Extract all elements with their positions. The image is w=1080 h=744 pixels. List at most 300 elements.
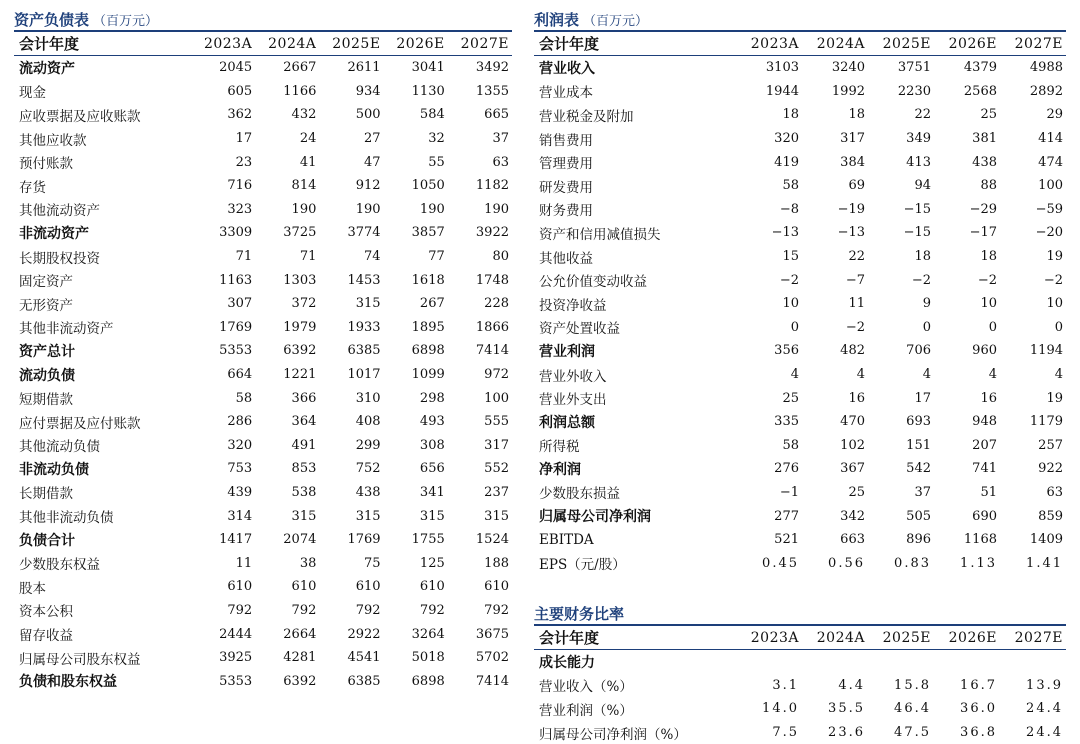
table-row [14, 599, 512, 623]
row-value: 792 [419, 602, 445, 618]
row-value: −13 [771, 225, 799, 241]
table-row [14, 504, 512, 528]
table-row [534, 80, 1066, 104]
table-row [14, 457, 512, 481]
balance-sheet-title: 资产负债表 （百万元） [14, 8, 512, 32]
row-value: 3.1 [772, 677, 799, 693]
row-value: 1453 [347, 272, 381, 288]
row-value: 9 [922, 296, 931, 312]
row-value: 1221 [283, 367, 317, 383]
row-value: −13 [837, 225, 865, 241]
row-value: 315 [484, 508, 509, 524]
row-value: 3922 [475, 225, 509, 241]
row-value: 1933 [347, 319, 381, 335]
header-year: 2025E [319, 32, 383, 56]
header-year: 2027E [1000, 32, 1066, 56]
row-value: 7.5 [772, 725, 799, 741]
row-value: 349 [906, 131, 931, 147]
row-value: 24.4 [1026, 725, 1063, 741]
row-value: 922 [1038, 461, 1063, 477]
row-value: 439 [227, 484, 253, 500]
row-label: 资产和信用减值损失 [539, 226, 661, 243]
row-value: 408 [355, 414, 381, 430]
row-value: 741 [972, 461, 997, 477]
row-value: 1179 [1029, 414, 1063, 430]
row-value: 6898 [411, 673, 445, 689]
row-label: 营业收入 [539, 60, 595, 77]
table-row [14, 339, 512, 363]
row-value: 753 [227, 461, 253, 477]
row-value: 0 [790, 319, 799, 335]
balance-sheet-table [14, 32, 512, 693]
row-value: −17 [969, 225, 997, 241]
row-value: 1992 [831, 83, 865, 99]
table-row [534, 551, 1066, 575]
row-value: 298 [419, 390, 445, 406]
row-value: 4281 [283, 650, 317, 666]
row-value: 814 [291, 178, 317, 194]
row-value: 151 [906, 437, 931, 453]
table-row [534, 245, 1066, 269]
table-row [534, 316, 1066, 340]
row-label: 其他应收款 [19, 132, 87, 149]
table-row [14, 127, 512, 151]
row-value: 438 [355, 484, 381, 500]
row-value: 19 [1046, 249, 1063, 265]
row-label: 其他流动资产 [19, 203, 100, 220]
row-label: EBITDA [539, 531, 594, 548]
row-value: 0 [922, 319, 931, 335]
table-row [14, 245, 512, 269]
row-value: 228 [484, 296, 509, 312]
row-value: 413 [906, 154, 931, 170]
row-value: 1409 [1029, 532, 1063, 548]
row-label: 财务费用 [539, 203, 593, 220]
row-value: 3725 [283, 225, 317, 241]
row-value: 1166 [283, 83, 317, 99]
table-row [14, 174, 512, 198]
row-value: 1194 [1029, 343, 1063, 359]
row-value: 605 [227, 83, 253, 99]
row-value: 315 [291, 508, 317, 524]
row-value: 51 [980, 484, 997, 500]
row-label: 流动资产 [19, 60, 75, 77]
row-label: 所得税 [539, 439, 580, 456]
row-label: 短期借款 [19, 392, 73, 409]
row-value: 7414 [475, 673, 509, 689]
row-value: 1.41 [1026, 555, 1063, 571]
row-value: 317 [484, 437, 509, 453]
header-year: 2023A [736, 626, 802, 650]
row-label: 股本 [19, 580, 46, 597]
row-value: 77 [428, 249, 445, 265]
row-label: 归属母公司净利润 [539, 509, 651, 526]
row-value: 2074 [283, 532, 317, 548]
table-row [534, 434, 1066, 458]
table-row [14, 56, 512, 80]
row-value [868, 650, 934, 674]
row-value: 610 [484, 579, 509, 595]
header-year: 2026E [384, 32, 448, 56]
table-row [534, 221, 1066, 245]
row-value: 1769 [347, 532, 381, 548]
row-value: 32 [428, 131, 445, 147]
row-value: 74 [364, 249, 381, 265]
row-label: 其他非流动资产 [19, 321, 114, 338]
table-row [534, 721, 1066, 744]
row-value: 335 [774, 414, 799, 430]
row-value: 276 [774, 461, 799, 477]
row-value: 25 [980, 107, 997, 123]
row-value: 58 [235, 390, 253, 406]
table-row [534, 504, 1066, 528]
row-value: 23 [235, 154, 253, 170]
row-value: 1618 [411, 272, 445, 288]
balance-sheet-panel [14, 8, 512, 693]
row-value: 366 [291, 390, 317, 406]
row-value: 912 [355, 178, 381, 194]
row-value: 384 [840, 154, 865, 170]
table-row [534, 697, 1066, 721]
table-row [534, 386, 1066, 410]
row-label: 存货 [19, 179, 46, 196]
row-value: −8 [779, 201, 799, 217]
row-value: 665 [484, 107, 509, 123]
row-value: 29 [1046, 107, 1063, 123]
table-row [14, 316, 512, 340]
table-row [14, 575, 512, 599]
row-value: 610 [355, 579, 381, 595]
row-value: 35.5 [828, 701, 865, 717]
row-value: 10 [980, 296, 997, 312]
row-value: 94 [914, 178, 931, 194]
row-label: 销售费用 [539, 132, 593, 149]
row-label: 营业外支出 [539, 392, 607, 409]
row-value: 320 [227, 437, 253, 453]
income-statement-table [534, 32, 1066, 575]
row-value: 3857 [411, 225, 445, 241]
row-value: 2922 [347, 626, 381, 642]
row-value: −19 [837, 201, 865, 217]
row-value: 17 [235, 131, 253, 147]
row-value: 432 [291, 107, 317, 123]
row-value: 0.45 [762, 555, 799, 571]
row-value: 419 [774, 154, 799, 170]
row-value: 896 [906, 532, 931, 548]
row-value: 47 [364, 154, 381, 170]
row-value: 5353 [219, 673, 253, 689]
row-value: 1130 [411, 83, 445, 99]
row-value: 41 [299, 154, 317, 170]
row-value: 18 [782, 107, 799, 123]
row-value: 0 [988, 319, 997, 335]
row-value: 190 [291, 201, 317, 217]
row-label: 归属母公司净利润（%） [539, 726, 687, 743]
row-label: 现金 [19, 85, 46, 102]
row-value: 934 [355, 83, 381, 99]
header-year: 2027E [1000, 626, 1066, 650]
row-value: 610 [227, 579, 253, 595]
table-row [14, 646, 512, 670]
header-year: 2024A [802, 32, 868, 56]
row-value: 3675 [475, 626, 509, 642]
row-value: 11 [235, 555, 253, 571]
row-value: 792 [227, 602, 253, 618]
header-year: 2027E [448, 32, 512, 56]
table-row [14, 410, 512, 434]
row-value: 6392 [283, 343, 317, 359]
row-value: 36.8 [960, 725, 997, 741]
table-row [14, 221, 512, 245]
row-value: 1417 [219, 532, 253, 548]
row-value: 24.4 [1026, 701, 1063, 717]
row-value: 13.9 [1026, 677, 1063, 693]
row-value: 310 [355, 390, 381, 406]
row-label: 长期借款 [19, 486, 73, 503]
row-value: 5353 [219, 343, 253, 359]
row-value: 27 [364, 131, 381, 147]
row-value: 2611 [347, 60, 381, 76]
row-label: 预付账款 [19, 156, 73, 173]
row-value: 792 [291, 602, 317, 618]
row-value: 362 [227, 107, 253, 123]
row-value: −1 [779, 484, 799, 500]
row-value: 3774 [347, 225, 381, 241]
header-year: 2025E [868, 626, 934, 650]
row-value: 55 [428, 154, 445, 170]
table-row [534, 292, 1066, 316]
table-row [534, 410, 1066, 434]
row-value: 521 [774, 532, 799, 548]
row-value: 18 [848, 107, 865, 123]
row-label: 应付票据及应付账款 [19, 415, 141, 432]
row-value: 3751 [897, 60, 931, 76]
row-value: 190 [484, 201, 509, 217]
row-label: 资产处置收益 [539, 321, 620, 338]
row-label: 非流动资产 [19, 225, 89, 242]
row-value: 542 [906, 461, 931, 477]
table-row [14, 551, 512, 575]
row-value: 58 [782, 437, 799, 453]
row-value: 0 [1054, 319, 1063, 335]
row-value: 552 [484, 461, 509, 477]
row-value: 16 [980, 390, 997, 406]
row-value: −2 [911, 272, 931, 288]
row-value: 323 [227, 201, 253, 217]
row-value: 3240 [831, 60, 865, 76]
table-header-row [14, 32, 512, 56]
row-value: 6385 [347, 343, 381, 359]
row-value: 22 [914, 107, 931, 123]
row-value: 2667 [283, 60, 317, 76]
row-value: −2 [1043, 272, 1063, 288]
header-label: 会计年度 [534, 32, 736, 56]
row-value: −15 [903, 225, 931, 241]
row-label: 公允价值变动收益 [539, 274, 647, 291]
row-value: 4.4 [838, 677, 865, 693]
row-value: 5702 [475, 650, 509, 666]
row-value: 23.6 [828, 725, 865, 741]
row-label: 营业税金及附加 [539, 108, 634, 125]
table-row [534, 528, 1066, 552]
row-value: 320 [774, 131, 799, 147]
row-value: −15 [903, 201, 931, 217]
row-value: −2 [977, 272, 997, 288]
row-value: 2444 [219, 626, 253, 642]
row-label: 资本公积 [19, 604, 73, 621]
row-label: 归属母公司股东权益 [19, 651, 141, 668]
row-value: 493 [419, 414, 445, 430]
row-value: 853 [291, 461, 317, 477]
row-label: 应收票据及应收账款 [19, 108, 141, 125]
row-value: 88 [980, 178, 997, 194]
row-value: 1944 [765, 83, 799, 99]
row-value: 1979 [283, 319, 317, 335]
table-row [14, 80, 512, 104]
table-row [534, 457, 1066, 481]
row-value: −2 [779, 272, 799, 288]
table-header-row [534, 626, 1066, 650]
row-value: 71 [299, 249, 317, 265]
row-value: 315 [355, 508, 381, 524]
row-value: 1769 [219, 319, 253, 335]
row-value: 69 [848, 178, 865, 194]
header-year: 2023A [191, 32, 255, 56]
row-value: −20 [1035, 225, 1063, 241]
row-label: 管理费用 [539, 156, 593, 173]
row-value: 10 [1046, 296, 1063, 312]
row-value: 1050 [411, 178, 445, 194]
row-value: 1895 [411, 319, 445, 335]
row-value [736, 650, 802, 674]
row-value: 71 [235, 249, 253, 265]
row-value: 693 [906, 414, 931, 430]
table-row [14, 622, 512, 646]
row-value: 341 [419, 484, 445, 500]
row-value: 2568 [963, 83, 997, 99]
row-value: 25 [782, 390, 799, 406]
table-row [14, 292, 512, 316]
row-value: 538 [291, 484, 317, 500]
row-value: 299 [355, 437, 381, 453]
row-value: 6385 [347, 673, 381, 689]
row-label: 净利润 [539, 461, 581, 478]
row-value: 381 [972, 131, 997, 147]
table-row [14, 434, 512, 458]
row-value: 4 [1054, 367, 1063, 383]
row-value: 1524 [475, 532, 509, 548]
row-value: 474 [1038, 154, 1063, 170]
row-value: 2230 [897, 83, 931, 99]
row-value: 505 [906, 508, 931, 524]
row-label: 无形资产 [19, 297, 73, 314]
row-value: 58 [782, 178, 799, 194]
row-value: 46.4 [894, 701, 931, 717]
row-value: 24 [299, 131, 317, 147]
row-value: 15.8 [894, 677, 931, 693]
row-value: 102 [840, 437, 865, 453]
row-value: 4541 [347, 650, 381, 666]
row-value: 190 [419, 201, 445, 217]
table-header-row [534, 32, 1066, 56]
table-row [534, 127, 1066, 151]
row-value: −7 [845, 272, 865, 288]
row-label: 流动负债 [19, 367, 75, 384]
row-label: 营业利润（%） [539, 702, 633, 719]
row-label: 营业外收入 [539, 368, 607, 385]
row-value: 1168 [963, 532, 997, 548]
row-value: 18 [914, 249, 931, 265]
row-value: 1099 [411, 367, 445, 383]
table-row [14, 268, 512, 292]
row-value: 859 [1038, 508, 1063, 524]
income-statement-title: 利润表 （百万元） [534, 8, 1066, 32]
table-row [14, 669, 512, 693]
row-value: 706 [906, 343, 931, 359]
row-value: 470 [840, 414, 865, 430]
row-value: 36.0 [960, 701, 997, 717]
row-value: 2045 [219, 60, 253, 76]
row-value: 948 [972, 414, 997, 430]
row-value: 75 [364, 555, 381, 571]
table-row [534, 103, 1066, 127]
row-value: 5018 [411, 650, 445, 666]
row-value: 610 [419, 579, 445, 595]
row-value: 414 [1038, 131, 1063, 147]
row-value: 1182 [475, 178, 509, 194]
row-value: 257 [1038, 437, 1063, 453]
row-value: 307 [227, 296, 253, 312]
table-row [534, 674, 1066, 698]
table-row [534, 174, 1066, 198]
table-row [534, 56, 1066, 80]
row-value: 792 [484, 602, 509, 618]
row-label: 其他非流动负债 [19, 510, 114, 527]
row-value: 4 [922, 367, 931, 383]
row-value: 19 [1046, 390, 1063, 406]
row-value: 286 [227, 414, 253, 430]
row-label: 长期股权投资 [19, 250, 100, 267]
row-value: 315 [355, 296, 381, 312]
table-row [534, 339, 1066, 363]
row-label: 留存收益 [19, 628, 73, 645]
row-value: 792 [355, 602, 381, 618]
row-value: 555 [484, 414, 509, 430]
table-row [14, 481, 512, 505]
row-value: 277 [774, 508, 799, 524]
row-value: 237 [484, 484, 509, 500]
row-value: 37 [914, 484, 931, 500]
table-row [534, 198, 1066, 222]
row-value: 500 [355, 107, 381, 123]
table-row [14, 103, 512, 127]
row-value: 482 [840, 343, 865, 359]
header-label: 会计年度 [534, 626, 736, 650]
row-value: 18 [980, 249, 997, 265]
row-value: 207 [972, 437, 997, 453]
income-statement-panel [534, 8, 1066, 575]
row-value: 716 [227, 178, 253, 194]
header-year: 2026E [934, 626, 1000, 650]
row-value: 16.7 [960, 677, 997, 693]
row-label: 其他流动负债 [19, 439, 100, 456]
row-value: 25 [848, 484, 865, 500]
row-value: 656 [419, 461, 445, 477]
table-row [534, 363, 1066, 387]
row-value: 1866 [475, 319, 509, 335]
row-value: 972 [484, 367, 509, 383]
row-value: 1303 [283, 272, 317, 288]
